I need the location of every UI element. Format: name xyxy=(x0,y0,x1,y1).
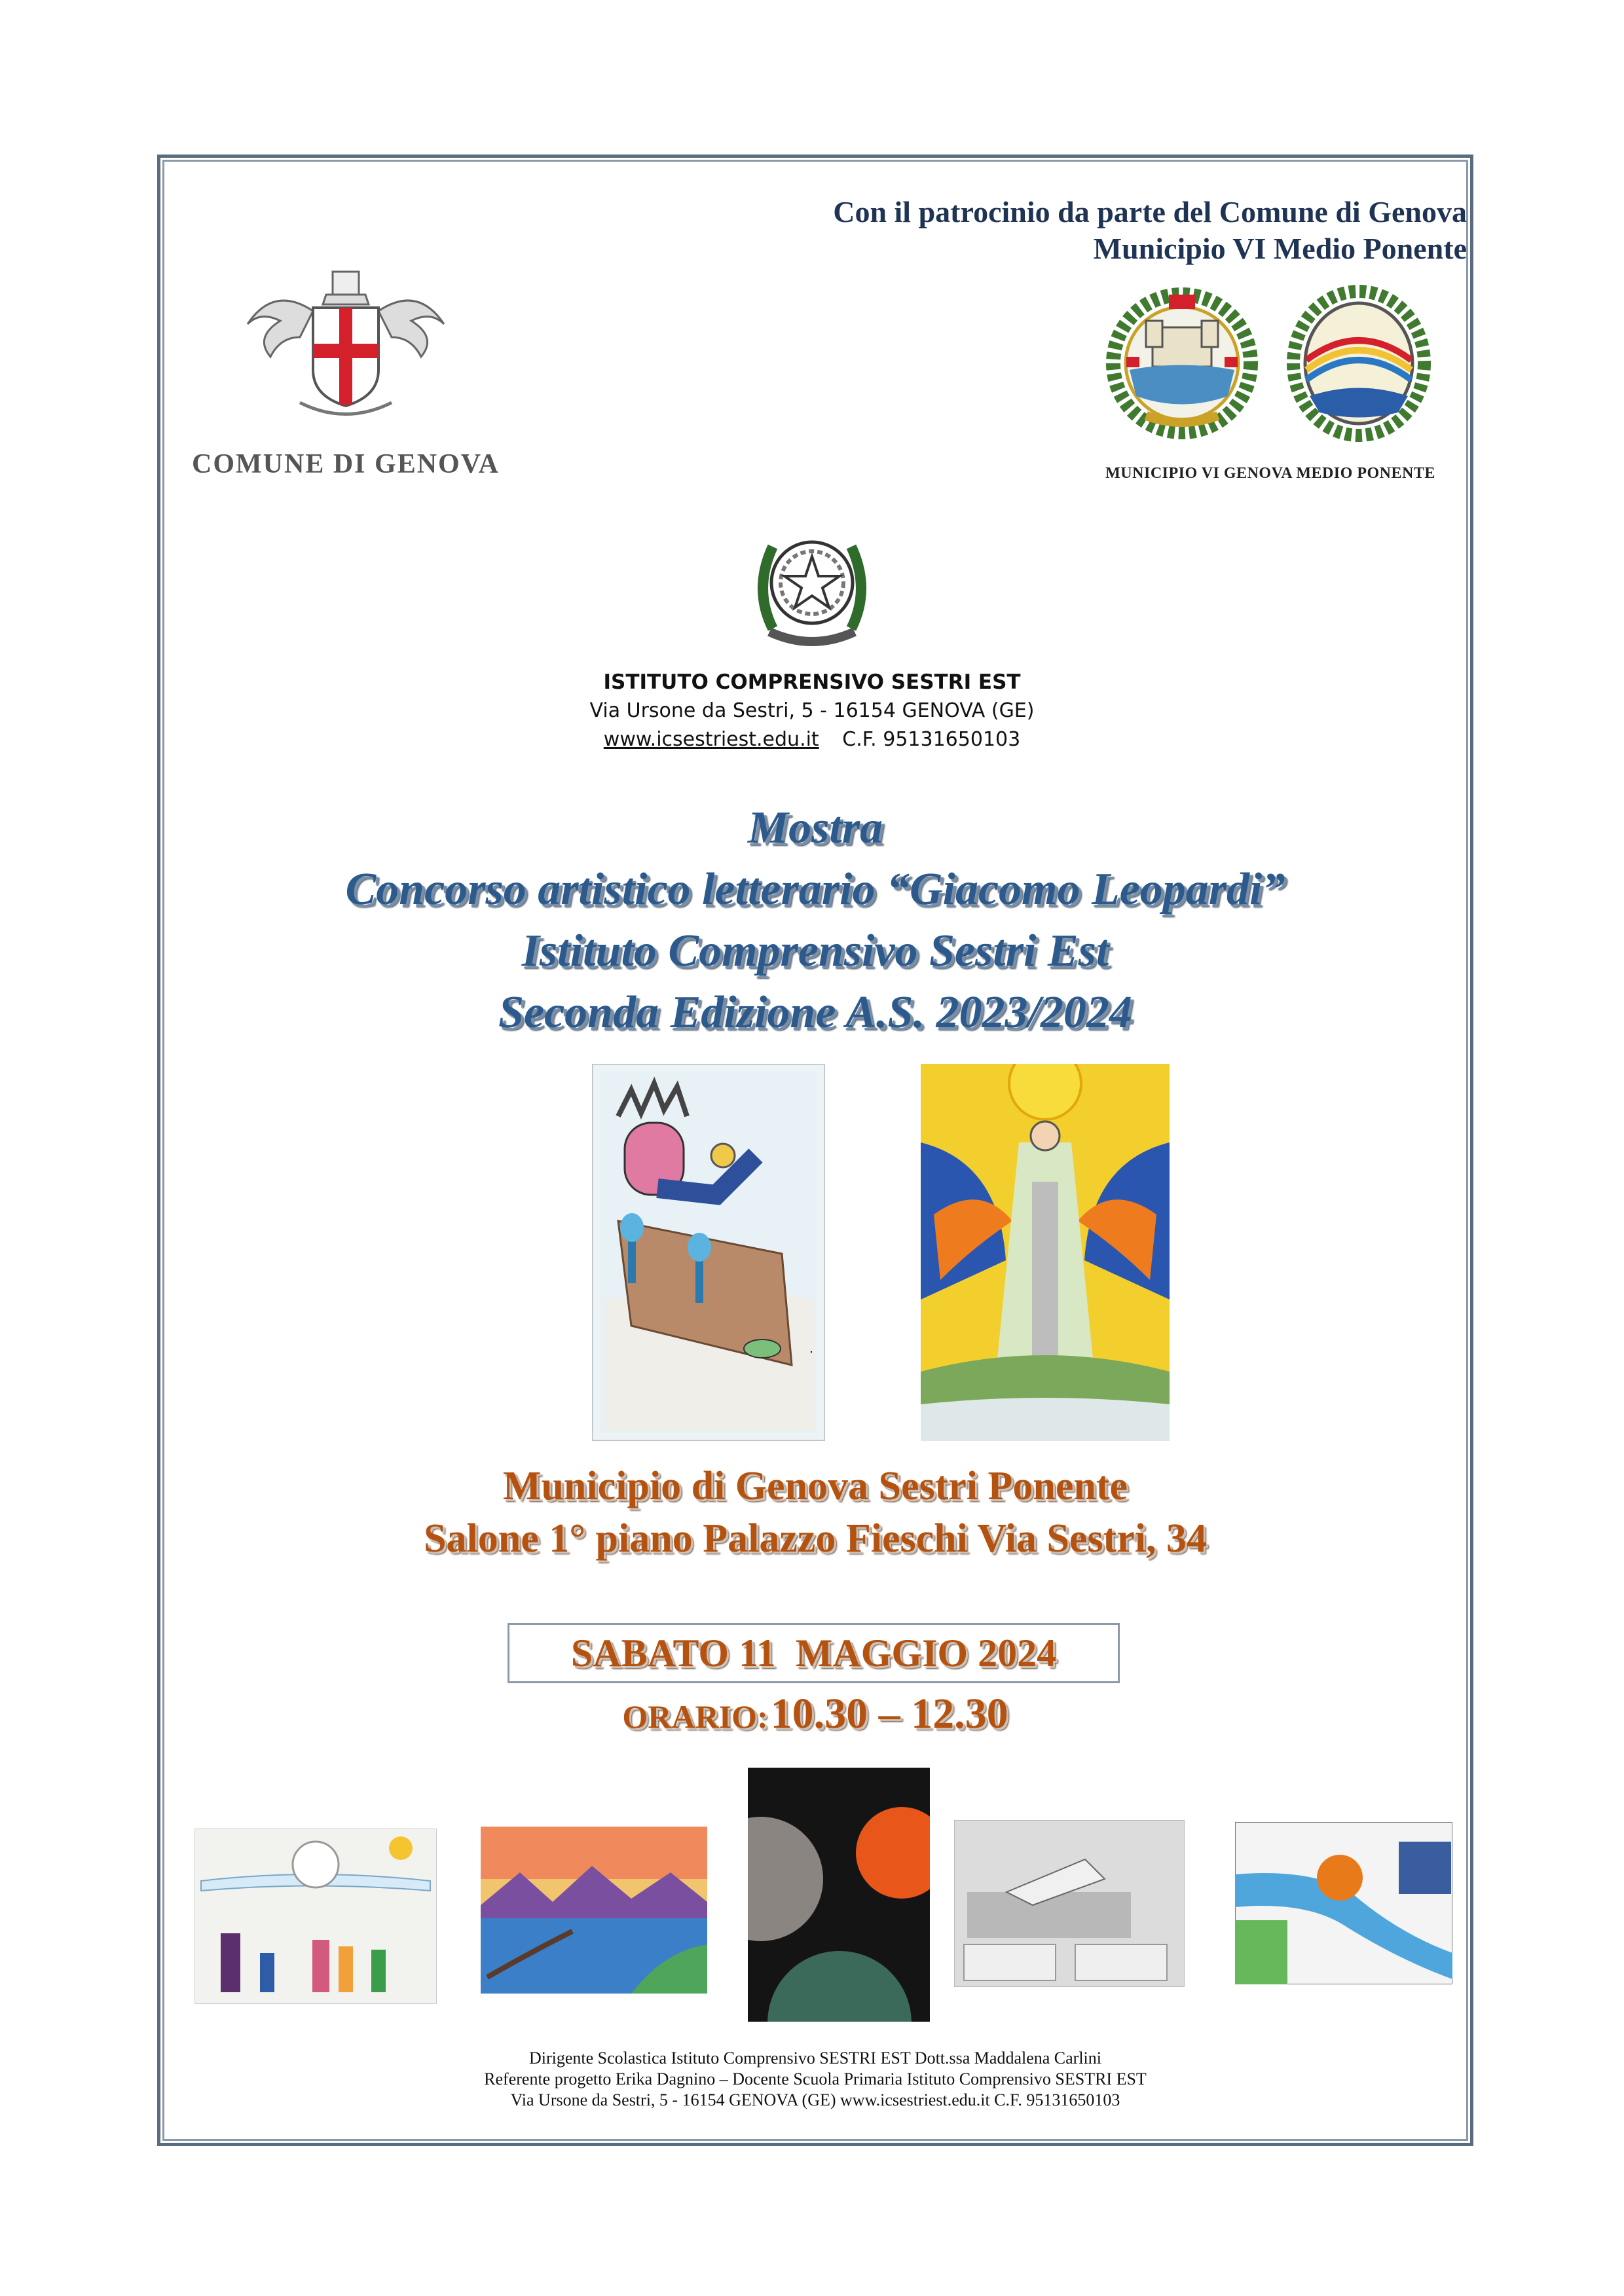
school-address: Via Ursone da Sestri, 5 - 16154 GENOVA (GE) xyxy=(589,699,1035,722)
municipio-seal-castle-icon xyxy=(1100,282,1264,445)
title-line-2: Concorso artistico letterario “Giacomo Leopardi” xyxy=(345,864,1285,915)
municipio-logo-caption: MUNICIPIO VI GENOVA MEDIO PONENTE xyxy=(1105,465,1435,482)
municipio-logo xyxy=(1087,282,1454,491)
artwork-sunset-lake xyxy=(481,1827,707,1997)
event-date: SABATO 11 MAGGIO 2024 xyxy=(507,1623,1120,1683)
artwork-moon-family xyxy=(194,1829,437,2007)
artwork-book-drawing xyxy=(954,1820,1185,1990)
event-title xyxy=(157,797,1473,1044)
footer-credits xyxy=(157,2048,1473,2111)
school-name: ISTITUTO COMPRENSIVO SESTRI EST xyxy=(603,670,1021,694)
time-value: 10.30 – 12.30 xyxy=(770,1690,1008,1738)
italian-republic-emblem-icon xyxy=(747,517,877,655)
venue-line-1: Municipio di Genova Sestri Ponente xyxy=(502,1464,1128,1508)
patronage-line-1: Con il patrocinio da parte del Comune di Genova xyxy=(833,195,1467,228)
footer-line-1: Dirigente Scolastica Istituto Comprensivo SESTRI EST Dott.ssa Maddalena Carlini xyxy=(528,2049,1102,2068)
patronage-line-2: Municipio VI Medio Ponente xyxy=(1093,232,1467,265)
time-label: ORARIO: xyxy=(622,1698,768,1735)
footer-line-2: Referente progetto Erika Dagnino – Docente Scuola Primaria Istituto Comprensivo SESTRI EST xyxy=(484,2069,1147,2088)
event-time xyxy=(157,1689,1473,1739)
school-tax-code: C.F. 95131650103 xyxy=(842,728,1021,751)
genova-logo-caption: COMUNE DI GENOVA xyxy=(192,449,500,479)
artwork-woman-sun-drawing xyxy=(921,1064,1170,1441)
artwork-river-sun xyxy=(1235,1822,1452,1988)
genova-coat-of-arms-icon xyxy=(234,265,457,429)
school-website-link[interactable]: www.icsestriest.edu.it xyxy=(603,728,819,751)
footer-line-3: Via Ursone da Sestri, 5 - 16154 GENOVA (GE) www.icsestriest.edu.it C.F. 95131650103 xyxy=(510,2090,1120,2109)
venue-info xyxy=(157,1460,1473,1565)
venue-line-2: Salone 1° piano Palazzo Fieschi Via Sestri, 34 xyxy=(424,1516,1207,1561)
title-line-3: Istituto Comprensivo Sestri Est xyxy=(521,926,1109,976)
comune-genova-logo xyxy=(175,265,516,491)
title-line-4: Seconda Edizione A.S. 2023/2024 xyxy=(498,987,1132,1038)
municipio-seal-rainbow-icon xyxy=(1277,282,1441,445)
artwork-leopardi-drawing xyxy=(592,1064,825,1441)
artwork-planets xyxy=(748,1768,930,2025)
title-line-1: Mostra xyxy=(747,803,883,853)
patronage-text xyxy=(550,194,1467,267)
school-info xyxy=(419,668,1205,754)
